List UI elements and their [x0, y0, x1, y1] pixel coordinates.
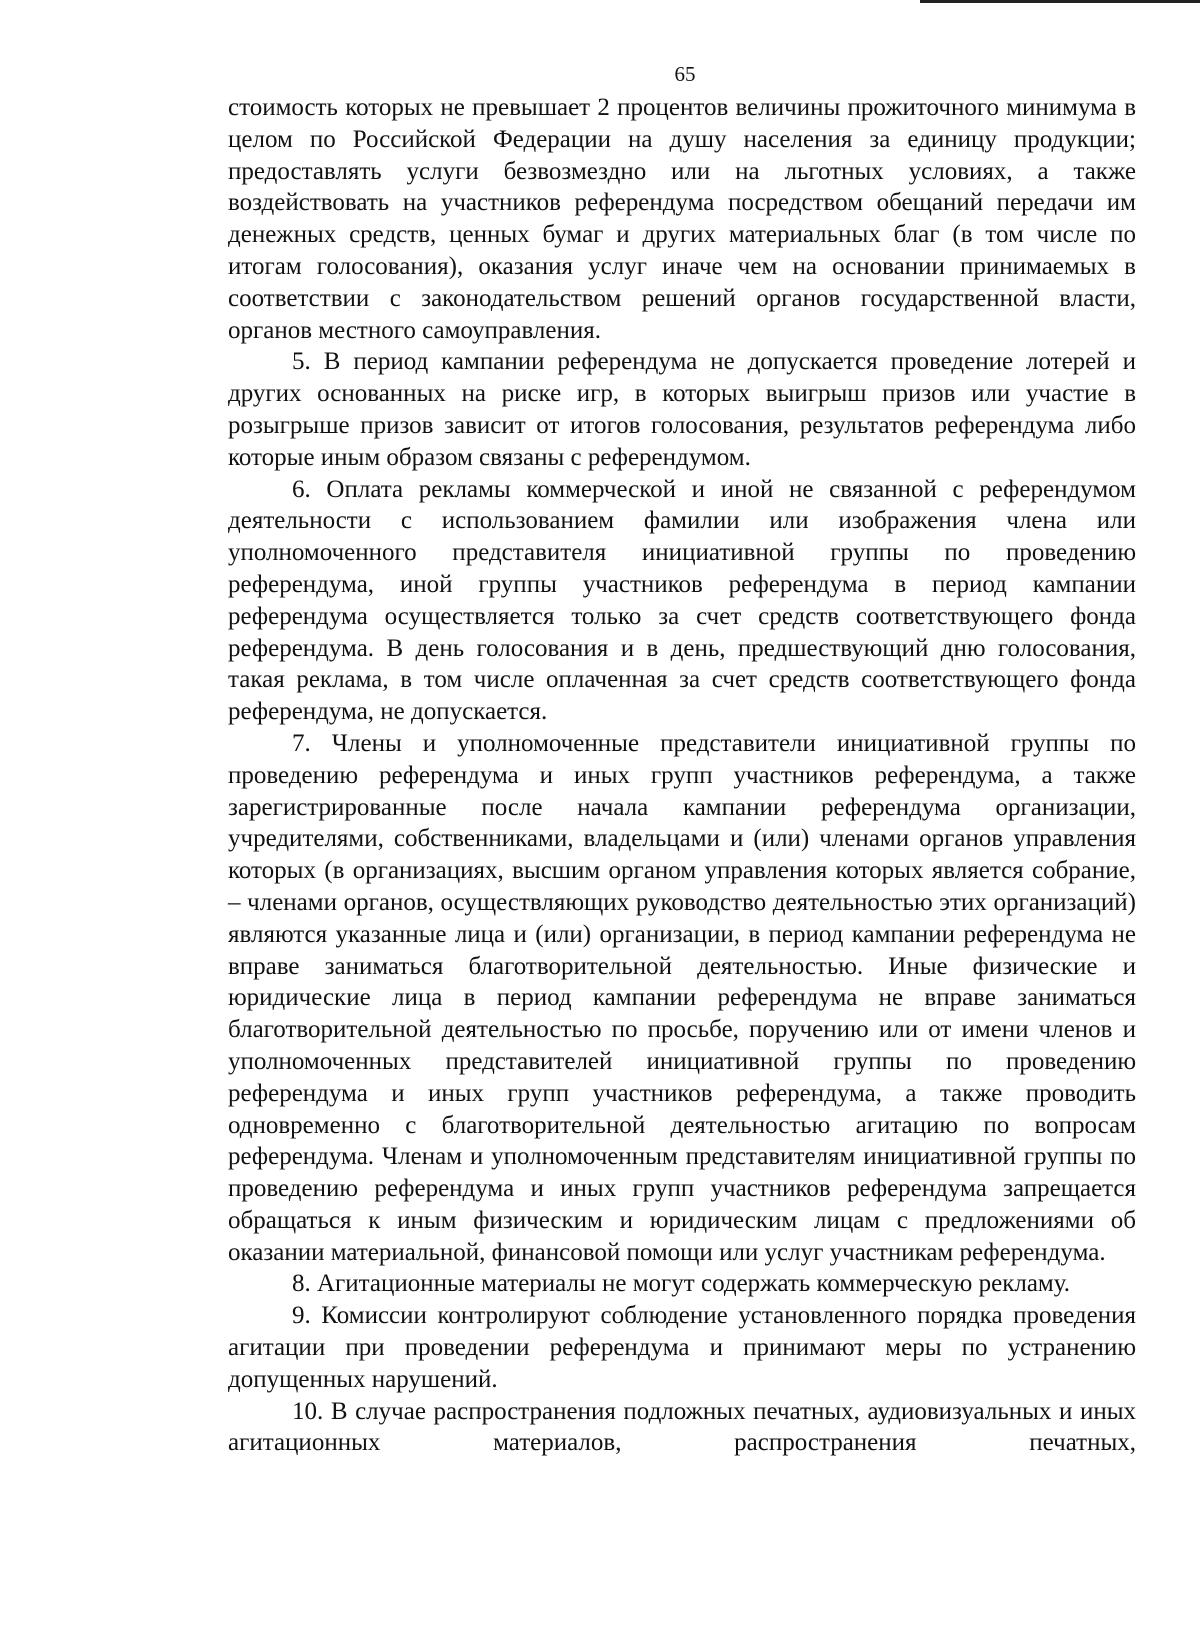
paragraph-10: 10. В случае распространения подложных печатных, аудиовизуальных и иных агитационных материалов, распространения печатных,	[228, 1397, 1136, 1457]
paragraph-5: 5. В период кампании референдума не допускается проведение лотерей и других основанных на риске игр, в которых выигрыш призов или участие в розыгрыше призов зависит от итогов голосования, результатов референдума либо которые иным образом связаны с референдумом.	[228, 348, 1136, 471]
paragraph-7: 7. Члены и уполномоченные представители инициативной группы по проведению референдума и иных групп участников референдума, а также зарегистрированные после начала кампании референдума организации, учредителями, собственниками, владельцами и (или) членами органов управления которых (в организациях, высшим органом управления которых является собрание, – членами органов, осуществляющих руководство деятельностью этих организаций) являются указанные лица и (или) организации, в период кампании референдума не вправе заниматься благотворительной деятельностью. Иные физические и юридические лица в период кампании референдума не вправе заниматься благотворительной деятельностью по просьбе, поручению или от имени членов и уполномоченных представителей инициативной группы по проведению референдума и иных групп участников референдума, а также проводить одновременно с благотворительной деятельностью агитацию по вопросам референдума. Членам и уполномоченным представителям инициативной группы по проведению референдума и иных групп участников референдума запрещается обращаться к иным физическим и юридическим лицам с предложениями об оказании материальной, финансовой помощи или услуг участникам референдума.	[228, 729, 1136, 1266]
scan-edge-line	[920, 0, 1200, 3]
paragraph-9: 9. Комиссии контролируют соблюдение установленного порядка проведения агитации при проведении референдума и принимают меры по устранению допущенных нарушений.	[228, 1302, 1136, 1393]
paragraph-8: 8. Агитационные материалы не могут содержать коммерческую рекламу.	[292, 1270, 1070, 1298]
document-body	[228, 92, 1136, 1459]
page-number: 65	[674, 62, 696, 86]
paragraph-6: 6. Оплата рекламы коммерческой и иной не связанной с референдумом деятельности с использованием фамилии или изображения члена или уполномоченного представителя инициативной группы по проведению референдума, иной группы участников референдума в период кампании референдума осуществляется только за счет средств соответствующего фонда референдума. В день голосования и в день, предшествующий дню голосования, такая реклама, в том числе оплаченная за счет средств соответствующего фонда референдума, не допускается.	[228, 475, 1136, 726]
paragraph-continuation: стоимость которых не превышает 2 процентов величины прожиточного минимума в целом по Российской Федерации на душу населения за единицу продукции; предоставлять услуги безвозмездно или на льготных условиях, а также воздействовать на участников референдума посредством обещаний передачи им денежных средств, ценных бумаг и других материальных благ (в том числе по итогам голосования), оказания услуг иначе чем на основании принимаемых в соответствии с законодательством решений органов государственной власти, органов местного самоуправления.	[228, 94, 1136, 344]
